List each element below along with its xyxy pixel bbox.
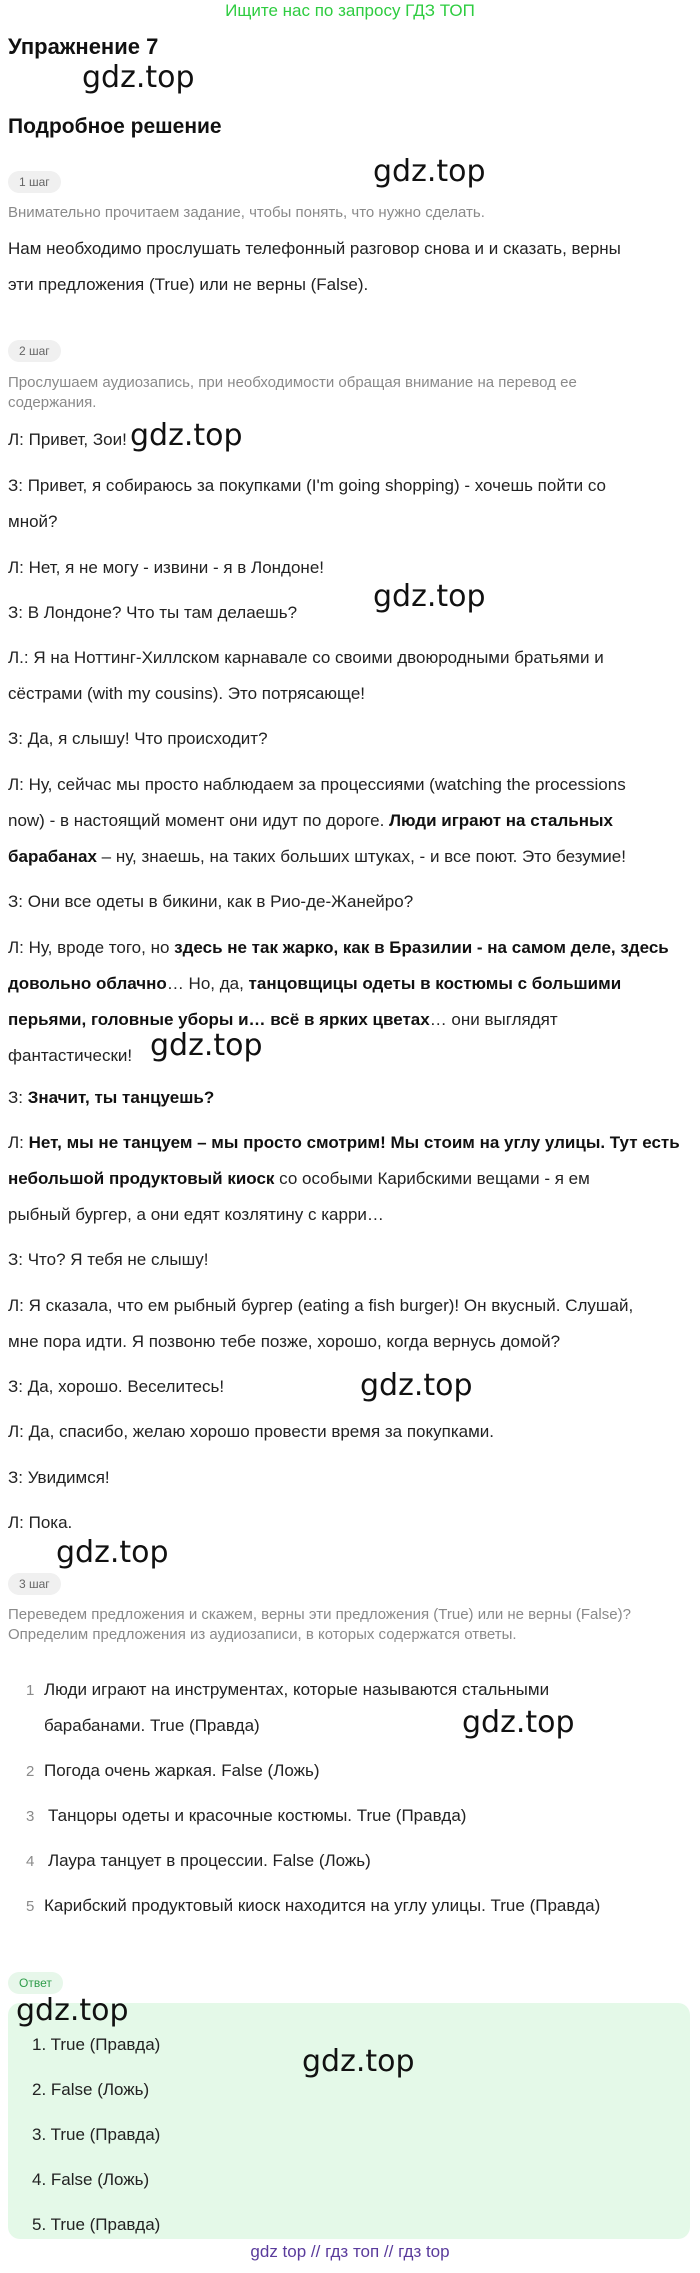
dialogue-line: З: В Лондоне? Что ты там делаешь? [8,603,298,622]
dialogue-bold: Нет, мы не танцуем – мы просто смотрим! Мы стоим на углу улицы. Тут есть [28,1133,680,1152]
statement-number: 4 [26,1853,35,1870]
step-3-text-1: Переведем предложения и скажем, верны эти предложения (True) или не верны (False)? [8,1606,631,1623]
top-banner[interactable]: Ищите нас по запросу ГДЗ ТОП [225,1,475,20]
watermark: gdz.top [130,418,243,453]
dialogue-text: now) - в настоящий момент они идут по дороге. [8,811,390,830]
dialogue-line: Л.: Я на Ноттинг-Хиллском карнавале со своими двоюродными братьями и [8,648,604,667]
statement-line: Погода очень жаркая. False (Ложь) [44,1761,320,1780]
step-2-badge: 2 шаг [8,340,61,362]
dialogue-text: – ну, знаешь, на таких больших штуках, - и все поют. Это безумие! [96,847,626,866]
dialogue-line: З: Да, я слышу! Что происходит? [8,729,268,748]
dialogue-line: фантастически! [8,1046,133,1065]
dialogue-line [8,930,688,966]
watermark: gdz.top [360,1368,473,1403]
statement-number: 3 [26,1808,35,1825]
intro-line-1: Нам необходимо прослушать телефонный разговор снова и и сказать, верны [8,239,621,258]
dialogue-text: … они выглядят [429,1010,558,1029]
dialogue-line: сёстрами (with my cousins). Это потрясающе! [8,684,366,703]
step-2-text-2: содержания. [8,394,97,411]
dialogue-line: мне пора идти. Я позвоню тебе позже, хорошо, когда вернусь домой? [8,1332,561,1351]
statement-number: 2 [26,1763,35,1780]
dialogue-line: рыбный бургер, а они едят козлятину с карри… [8,1205,384,1224]
watermark: gdz.top [150,1028,263,1063]
dialogue-line [8,1161,688,1197]
step-2-text-1: Прослушаем аудиозапись, при необходимости обращая внимание на перевод ее [8,374,577,391]
watermark: gdz.top [82,60,195,95]
dialogue-line [8,1125,688,1161]
dialogue-text: Л: [8,1133,29,1152]
watermark: gdz.top [56,1535,169,1570]
dialogue-line: З: Увидимся! [8,1468,110,1487]
solution-heading: Подробное решение [8,115,222,138]
watermark: gdz.top [373,579,486,614]
statement-line: Люди играют на инструментах, которые называются стальными [44,1680,550,1699]
dialogue-bold: барабанах [8,847,97,866]
dialogue-line [8,839,688,875]
dialogue-bold: Значит, ты танцуешь? [27,1088,215,1107]
statement-number: 5 [26,1898,35,1915]
dialogue-line: Л: Да, спасибо, желаю хорошо провести время за покупками. [8,1422,495,1441]
step-3-badge: 3 шаг [8,1573,61,1595]
dialogue-line: З: Они все одеты в бикини, как в Рио-де-Жанейро? [8,892,414,911]
step-1-text: Внимательно прочитаем задание, чтобы понять, что нужно сделать. [8,204,485,221]
watermark: gdz.top [373,154,486,189]
watermark: gdz.top [462,1705,575,1740]
dialogue-line: З: Привет, я собираюсь за покупками (I'm going shopping) - хочешь пойти со [8,476,606,495]
dialogue-line: Л: Привет, Зои! [8,430,127,449]
dialogue-line: Л: Нет, я не могу - извини - я в Лондоне! [8,558,324,577]
answer-item: 1. True (Правда) [32,2035,161,2054]
dialogue-bold: танцовщицы одеты в костюмы с большими [248,974,622,993]
dialogue-bold: довольно облачно [8,974,167,993]
statement-line: Лаура танцует в процессии. False (Ложь) [48,1851,371,1870]
dialogue-bold: перьями, головные уборы и… всё в ярких цветах [8,1010,430,1029]
intro-line-2: эти предложения (True) или не верны (False). [8,275,369,294]
dialogue-line: Л: Пока. [8,1513,73,1532]
step-3-text-2: Определим предложения из аудиозаписи, в которых содержатся ответы. [8,1626,517,1643]
dialogue-line [8,966,688,1002]
answer-badge: Ответ [8,1972,63,1994]
dialogue-text: Л: Ну, вроде того, но [8,938,175,957]
dialogue-line: Л: Я сказала, что ем рыбный бургер (eating a fish burger)! Он вкусный. Слушай, [8,1296,634,1315]
watermark: gdz.top [16,1993,129,2028]
dialogue-text: З: [8,1088,28,1107]
dialogue-line: мной? [8,512,58,531]
dialogue-line [8,1080,688,1116]
answer-item: 2. False (Ложь) [32,2080,150,2099]
answer-item: 5. True (Правда) [32,2215,161,2234]
dialogue-line: З: Да, хорошо. Веселитесь! [8,1377,225,1396]
statement-number: 1 [26,1682,35,1699]
dialogue-bold: небольшой продуктовый киоск [8,1169,275,1188]
statement-line: барабанами. True (Правда) [44,1716,260,1735]
answer-item: 4. False (Ложь) [32,2170,150,2189]
answer-item: 3. True (Правда) [32,2125,161,2144]
step-1-badge: 1 шаг [8,171,61,193]
exercise-title: Упражнение 7 [8,34,159,59]
dialogue-line: З: Что? Я тебя не слышу! [8,1250,209,1269]
dialogue-text: … Но, да, [166,974,249,993]
dialogue-line: Л: Ну, сейчас мы просто наблюдаем за процессиями (watching the processions [8,775,626,794]
dialogue-text: со особыми Карибскими вещами - я ем [274,1169,590,1188]
statement-line: Карибский продуктовый киоск находится на углу улицы. True (Правда) [44,1896,601,1915]
dialogue-bold: здесь не так жарко, как в Бразилии - на самом деле, здесь [174,938,669,957]
statement-line: Танцоры одеты и красочные костюмы. True (Правда) [48,1806,467,1825]
footer-links[interactable]: gdz top // гдз топ // гдз top [250,2242,450,2261]
dialogue-line [8,1002,688,1038]
watermark: gdz.top [302,2044,415,2079]
dialogue-bold: Люди играют на стальных [389,811,613,830]
dialogue-line [8,803,688,839]
